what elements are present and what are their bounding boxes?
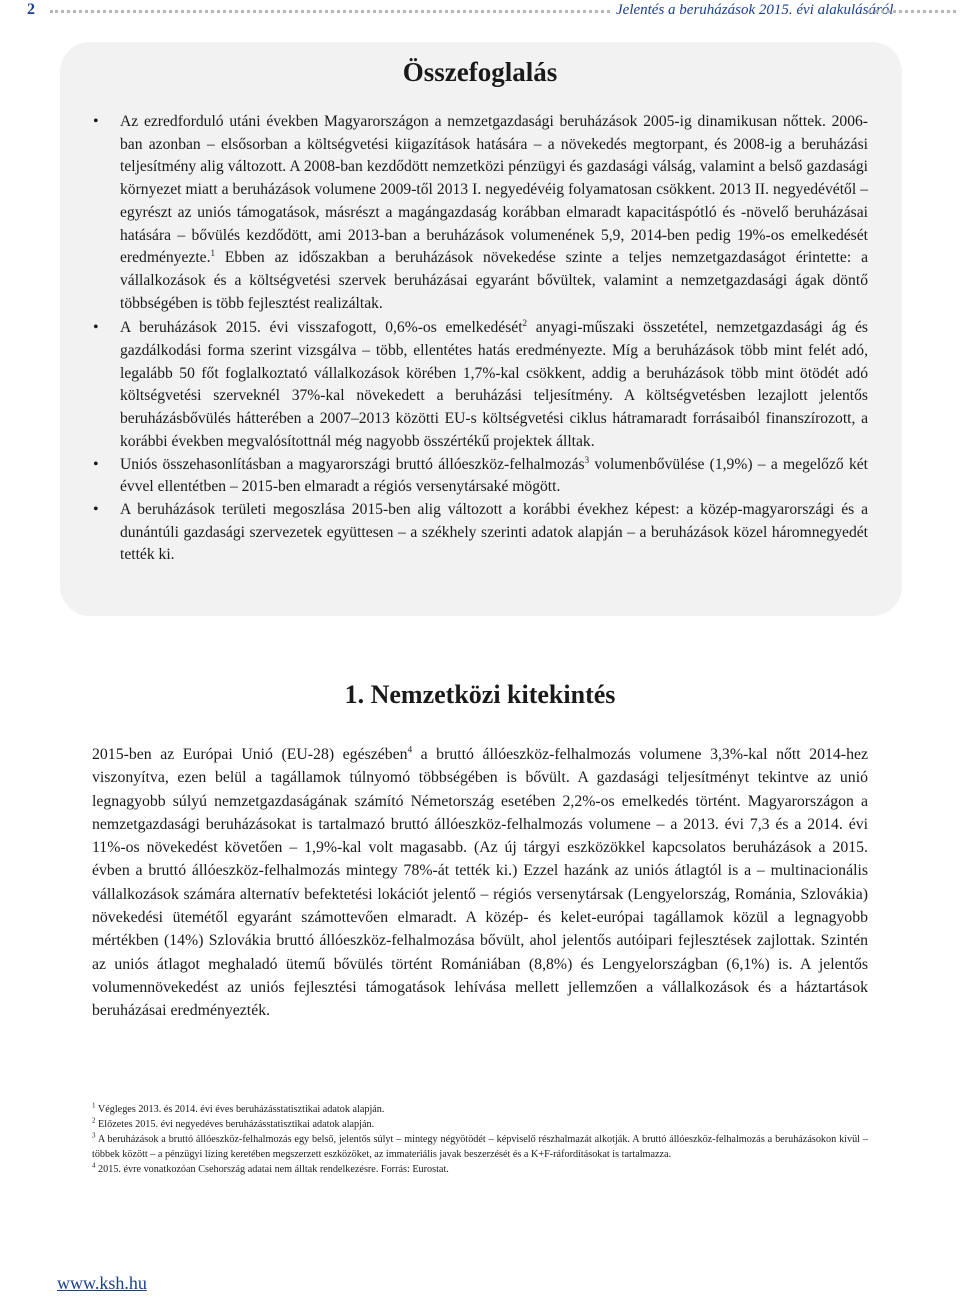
- footnote-ref-2[interactable]: 2: [522, 318, 528, 329]
- header-divider-left: [50, 10, 610, 13]
- header-divider-right: [868, 10, 956, 13]
- footnote-4: $^4$ 2015. évre vonatkozóan Csehország adatai nem álltak rendelkezésre. Forrás: Eurostat.: [92, 1161, 449, 1175]
- report-title: Jelentés a beruházások 2015. évi alakulásáról: [616, 2, 894, 18]
- summary-bullet-2: • A beruházások 2015. évi visszafogott, 0,6%-os emelkedését$^2$ anyagi-műszaki összetétel, nemzetgazdasági ág és gazdálkodási forma szerint vizsgálva – több, ellentétes hatás eredményezte. Míg a beruházások több mint felét adó, legalább 50 főt foglalkoztató vállalkozások körében 1,7%-kal csökkent, addig a beruházások több mint ötödét adó költségvetési szerveknél 37%-kal növekedett a beruházási teljesítmény. A költségvetésben lezajlott jelentős beruházásbővülés hátterében a 2007–2013 közötti EU-s költségvetési ciklus hátramaradt forrásaiból finanszírozott, a korábbi években megvalósítottnál még nagyobb összértékű projektek álltak.: [120, 317, 868, 453]
- summary-bullet-3: • Uniós összehasonlításban a magyarországi bruttó állóeszköz-felhalmozás$^3$ volumenbővülése (1,9%) – a megelőző két évvel ellentétben – 2015-ben elmaradt a régiós versenytársaké mögött.: [120, 454, 868, 499]
- summary-title: Összefoglalás: [402, 57, 558, 87]
- section-title: 1. Nemzetközi kitekintés: [344, 680, 616, 709]
- footnotes: [92, 1102, 868, 1177]
- footnote-ref-4[interactable]: 4: [407, 744, 413, 755]
- footnote-ref-3[interactable]: 3: [584, 454, 590, 465]
- page-header: [0, 0, 960, 22]
- website-link[interactable]: www.ksh.hu: [57, 1273, 147, 1293]
- page-number: 2: [27, 1, 35, 18]
- summary-bullet-1: • Az ezredforduló utáni években Magyarországon a nemzetgazdasági beruházások 2005-ig dinamikusan nőttek. 2006-ban azonban – elsősorban a költségvetési kiigazítások hatására – a növekedés megtorpant, és 2008-ig a beruházási teljesítmény alig változott. A 2008-ban kezdődött nemzetközi pénzügyi és gazdasági válság, valamint a belső gazdasági környezet miatt a beruházások volumene 2009-től 2013 I. negyedévéig folyamatosan csökkent. 2013 II. negyedévétől – egyrészt az uniós támogatások, másrészt a magángazdaság korábban elmaradt kapacitáspótló és -növelő beruházásai hatására – bővülés kezdődött, ami 2013-ban a beruházások volumenének 5,9, 2014-ben pedig 19%-os emelkedését eredményezte.$^1$ Ebben az időszakban a beruházások növekedése szinte a teljes nemzetgazdaságot érintette: a vállalkozások és a költségvetési szervek beruházásai egyaránt bővültek, valamint a nemzetgazdasági ágak döntő többségében is több fejlesztést realizáltak.: [120, 111, 868, 315]
- footnote-1: $^1$ Végleges 2013. és 2014. évi éves beruházásstatisztikai adatok alapján.: [92, 1101, 385, 1115]
- summary-bullet-list: [120, 111, 868, 567]
- footnote-3: $^3$ A beruházások a bruttó állóeszköz-felhalmozás egy belső, jelentős súlyt – mintegy négyötödét – képviselő részhalmazát alkotják. A bruttó állóeszköz-felhalmozás a beruházásokon kívül – többek között – a pénzügyi lízing keretében megszerzett eszközöket, az immateriális javak beszerzését és a K+F-ráfordításokat is tartalmazza.: [92, 1131, 868, 1160]
- footnote-ref-1[interactable]: 1: [210, 248, 215, 259]
- summary-bullet-4: • A beruházások területi megoszlása 2015-ben alig változott a korábbi évekhez képest: a közép-magyarországi és a dunántúli gazdasági szervezetek együttesen – a székhely szerinti adatok alapján – a beruházások közel háromnegyedét tették ki.: [120, 499, 868, 567]
- section-paragraph: 2015-ben az Európai Unió (EU-28) egészében$^4$ a bruttó állóeszköz-felhalmozás volumene 3,3%-kal nőtt 2014-hez viszonyítva, ezen belül a tagállamok túlnyomó többségében is bővült. A gazdasági teljesítményt tekintve az unió legnagyobb súlyú nemzetgazdaságának számító Németország esetében 2,2%-os emelkedés történt. Magyarországon a nemzetgazdasági beruházásokat is tartalmazó bruttó állóeszköz-felhalmozás volumene – a 2013. évi 7,3 és a 2014. évi 11%-os növekedést követően – 1,9%-kal volt magasabb. (Az új tárgyi eszközökkel kapcsolatos beruházások a 2015. évben a bruttó állóeszköz-felhalmozás mintegy 78%-át tették ki.) Ezzel hazánk az uniós átlagtól is a – multinacionális vállalkozások számára alternatív befektetési lokációt jelentő – régiós versenytársak (Lengyelország, Románia, Szlovákia) növekedési ütemétől egyaránt számottevően elmaradt. A közép- és kelet-európai tagállamok közül a legnagyobb mértékben (14%) Szlovákia bruttó állóeszköz-felhalmozása bővült, ahol jelentős autóipari fejlesztések zajlottak. Szintén az uniós átlagot meghaladó ütemű bővülés történt Romániában (8,8%) és Lengyelországban (6,1%) is. A jelentős volumennövekedést az uniós fejlesztési támogatások lehívása mellett jellemzően a vállalkozások és a háztartások beruházásai eredményezték.: [92, 744, 868, 1020]
- footnote-2: $^2$ Előzetes 2015. évi negyedéves beruházásstatisztikai adatok alapján.: [92, 1116, 375, 1130]
